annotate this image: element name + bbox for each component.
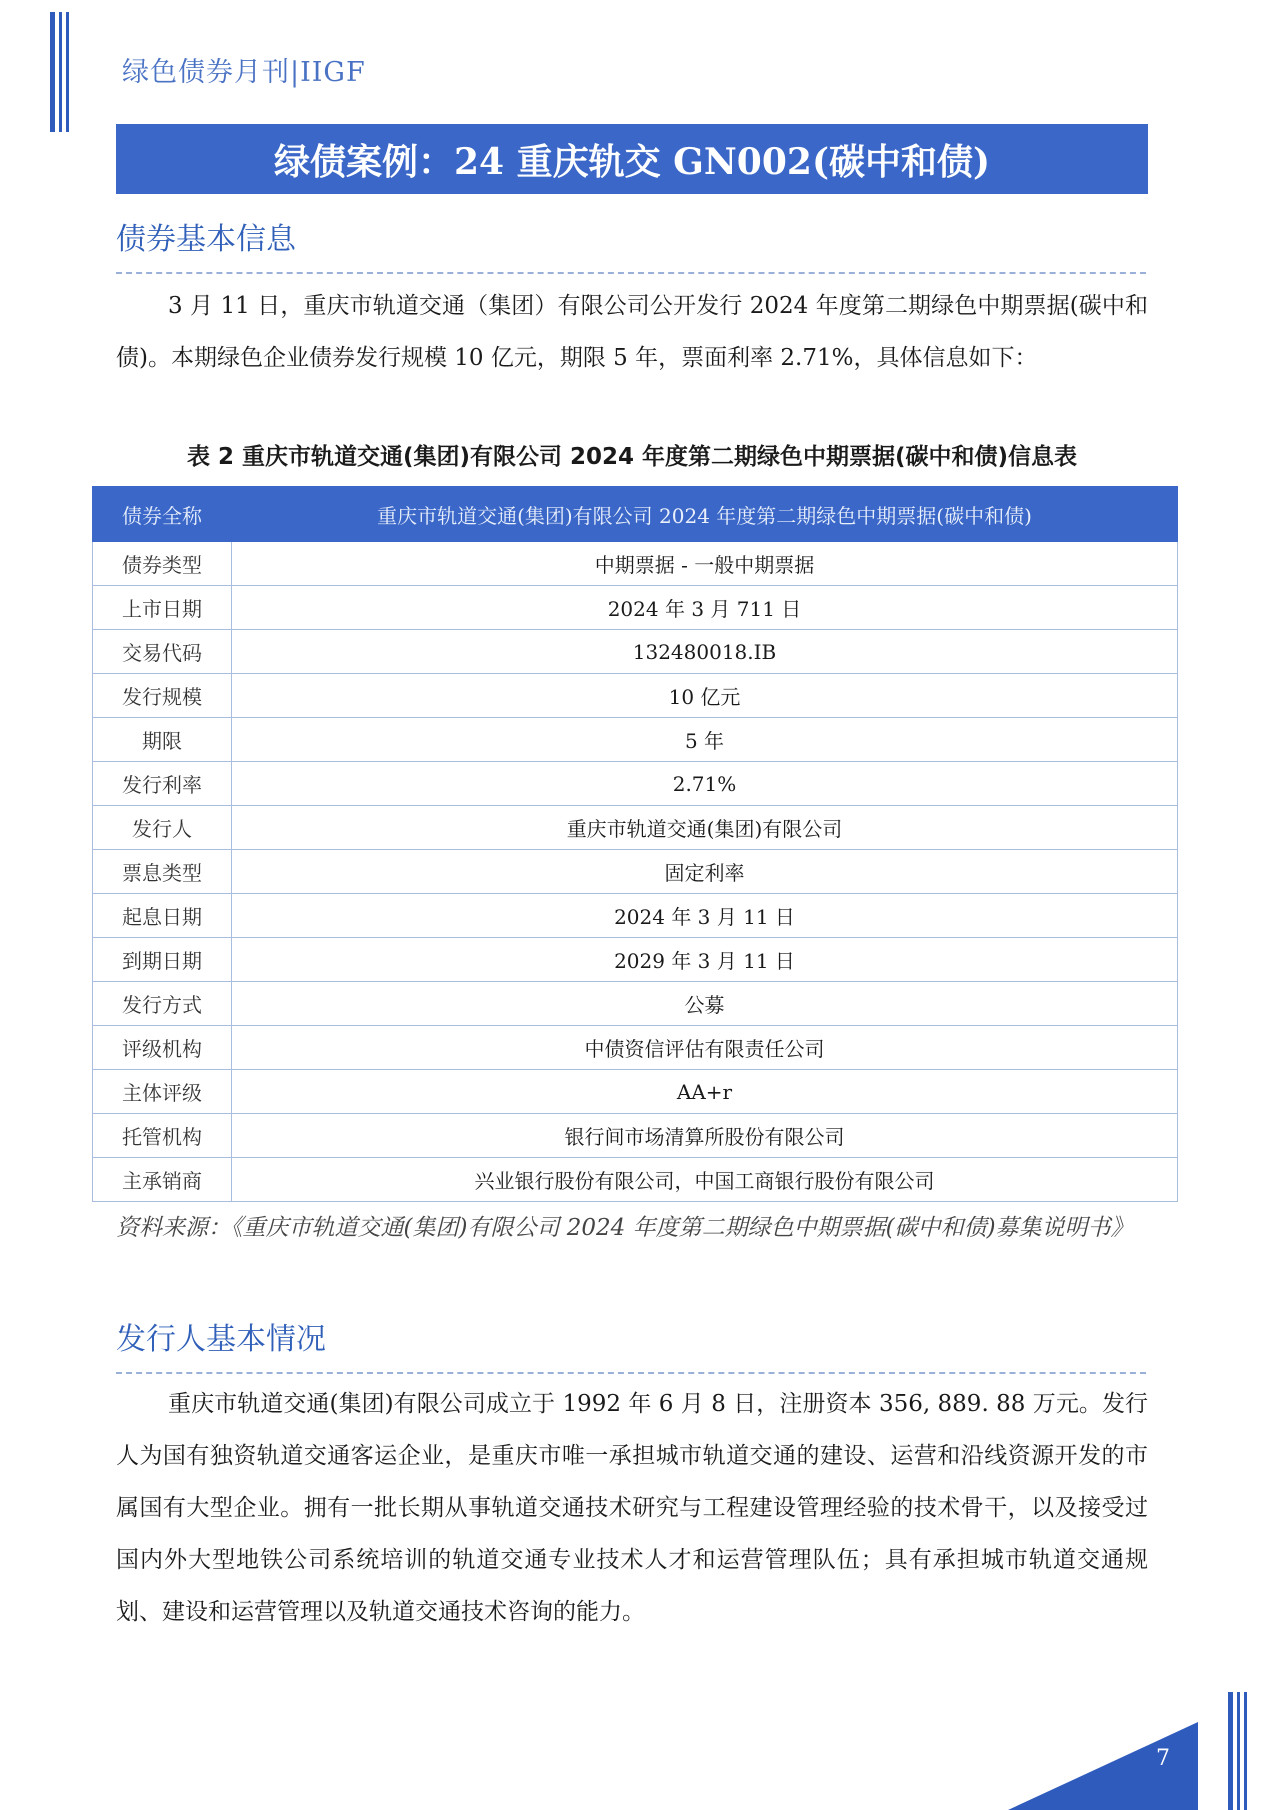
decorative-bars-top [50,12,74,132]
table-caption: 表 2 重庆市轨道交通(集团)有限公司 2024 年度第二期绿色中期票据(碳中和债)信息表 [186,444,1078,470]
table-row-value: 10 亿元 [232,674,1178,718]
table-header-key: 债券全称 [93,487,232,542]
table-row-key: 主承销商 [93,1158,232,1202]
table-row-value: 132480018.IB [232,630,1178,674]
table-row-value: 兴业银行股份有限公司，中国工商银行股份有限公司 [232,1158,1178,1202]
table-source-note: 资料来源：《重庆市轨道交通(集团)有限公司 2024 年度第二期绿色中期票据(碳中和债)募集说明书》 [116,1215,1134,1241]
table-row-key: 起息日期 [93,894,232,938]
table-row-value: 5 年 [232,718,1178,762]
table-row [93,850,1178,894]
table-row [93,762,1178,806]
table-row-key: 发行规模 [93,674,232,718]
table-row [93,674,1178,718]
table-row-key: 评级机构 [93,1026,232,1070]
table-row-value: 公募 [232,982,1178,1026]
table-row [93,586,1178,630]
page-number: 7 [1156,1746,1170,1771]
table-row-value: 固定利率 [232,850,1178,894]
table-row-key: 托管机构 [93,1114,232,1158]
issuer-text: 重庆市轨道交通(集团)有限公司成立于 1992 年 6 月 8 日，注册资本 356, 889. 88 万元。发行人为国有独资轨道交通客运企业，是重庆市唯一承担城市轨道交通的建设、运营和沿线资源开发的市属国有大型企业。拥有一批长期从事轨道交通技术研究与工程建设管理经验的技术骨干，以及接受过国内外大型地铁公司系统培训的轨道交通专业技术人才和运营管理队伍；具有承担城市轨道交通规划、建设和运营管理以及轨道交通技术咨询的能力。 [116,1391,1148,1625]
table-row [93,982,1178,1026]
table-row-key: 主体评级 [93,1070,232,1114]
dashed-divider [116,272,1146,274]
table-row-key: 交易代码 [93,630,232,674]
table-row [93,718,1178,762]
table-row-key: 债券类型 [93,542,232,586]
table-row-value: 2029 年 3 月 11 日 [232,938,1178,982]
table-row-key: 到期日期 [93,938,232,982]
section-heading-issuer: 发行人基本情况 [116,1322,326,1357]
table-row-value: 中债资信评估有限责任公司 [232,1026,1178,1070]
table-row-value: 2024 年 3 月 11 日 [232,894,1178,938]
table-row-key: 期限 [93,718,232,762]
table-row-key: 发行人 [93,806,232,850]
dashed-divider [116,1372,1146,1374]
table-row-value: AA+r [232,1070,1178,1114]
table-row-key: 发行利率 [93,762,232,806]
table-row [93,806,1178,850]
table-row [93,630,1178,674]
bond-info-text: 3 月 11 日，重庆市轨道交通（集团）有限公司公开发行 2024 年度第二期绿色中期票据(碳中和债)。本期绿色企业债券发行规模 10 亿元，期限 5 年，票面利率 2.71%，具体信息如下： [116,293,1148,371]
table-row [93,1114,1178,1158]
table-row [93,1158,1178,1202]
article-title: 绿债案例：24 重庆轨交 GN002(碳中和债) [116,124,1148,194]
table-row [93,1026,1178,1070]
table-row [93,1070,1178,1114]
table-row-value: 2024 年 3 月 711 日 [232,586,1178,630]
table-row-value: 中期票据 - 一般中期票据 [232,542,1178,586]
running-header: 绿色债券月刊|IIGF [122,57,366,88]
section-heading-bond-info: 债券基本信息 [116,222,296,257]
bond-info-paragraph [116,280,1148,384]
table-row-value: 重庆市轨道交通(集团)有限公司 [232,806,1178,850]
table-row-value: 2.71% [232,762,1178,806]
issuer-paragraph [116,1378,1148,1638]
table-row [93,938,1178,982]
table-row-key: 上市日期 [93,586,232,630]
decorative-bars-bottom [1228,1692,1252,1810]
table-row-key: 票息类型 [93,850,232,894]
table-row [93,894,1178,938]
table-header-value: 重庆市轨道交通(集团)有限公司 2024 年度第二期绿色中期票据(碳中和债) [232,487,1178,542]
table-row-key: 发行方式 [93,982,232,1026]
table-header-row [93,487,1178,542]
table-row-value: 银行间市场清算所股份有限公司 [232,1114,1178,1158]
table-row [93,542,1178,586]
bond-info-table [92,486,1178,1202]
